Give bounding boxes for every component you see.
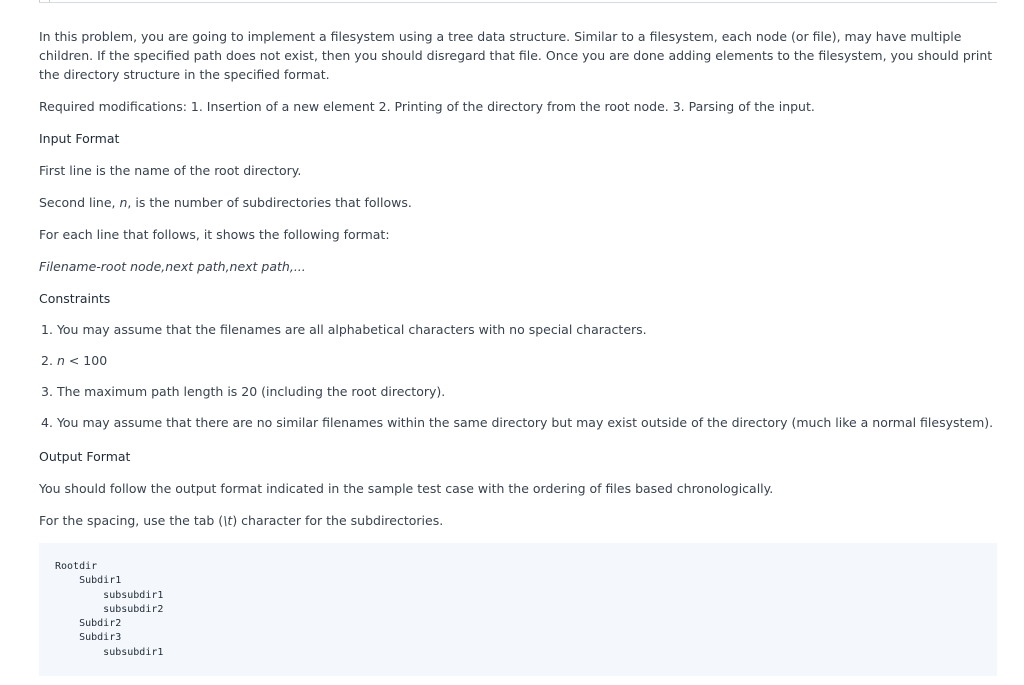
output-line-1: You should follow the output format indicated in the sample test case with the ordering of files based chronologically. xyxy=(39,481,774,496)
variable-n: n xyxy=(119,195,128,210)
sample-output-text: Rootdir Subdir1 subsubdir1 subsubdir2 Subdir2 Subdir3 subsubdir1 xyxy=(55,561,164,658)
variable-n: n xyxy=(56,353,65,368)
output-format-heading: Output Format xyxy=(39,449,131,464)
input-line-2 xyxy=(39,193,412,212)
constraint-item: 1. You may assume that the filenames are all alphabetical characters with no special characters. xyxy=(41,322,647,337)
input-line-2-pre: Second line, xyxy=(39,195,120,210)
constraint-item: 2. n < 100 xyxy=(41,353,108,368)
input-line-4 xyxy=(39,257,306,276)
output-line-2: For the spacing, use the tab (\t) character for the subdirectories. xyxy=(39,513,444,528)
tab-escape-code: \t xyxy=(223,513,233,528)
input-line-2-post: , is the number of subdirectories that follows. xyxy=(127,195,412,210)
input-line-3: For each line that follows, it shows the following format: xyxy=(39,227,390,242)
constraints-heading: Constraints xyxy=(39,291,111,306)
intro-paragraph: In this problem, you are going to implement a filesystem using a tree data structure. Similar to a filesystem, each node (or file), may have multiple children. If the specified path does not exist, then you should disregard that file. Once you are done adding elements to the filesystem, you should print the directory structure in the specified format. xyxy=(39,29,993,82)
input-line-1: First line is the name of the root directory. xyxy=(39,163,302,178)
required-modifications: Required modifications: 1. Insertion of a new element 2. Printing of the directory from the root node. 3. Parsing of the input. xyxy=(39,99,815,114)
constraint-item: 3. The maximum path length is 20 (including the root directory). xyxy=(41,384,446,399)
top-divider xyxy=(39,0,997,3)
input-format-heading: Input Format xyxy=(39,131,120,146)
sample-output-code-block xyxy=(39,543,997,676)
constraint-item: 4. You may assume that there are no similar filenames within the same directory but may exist outside of the directory (much like a normal filesystem). xyxy=(41,415,994,430)
input-format-example: Filename-root node,next path,next path,... xyxy=(39,259,306,274)
